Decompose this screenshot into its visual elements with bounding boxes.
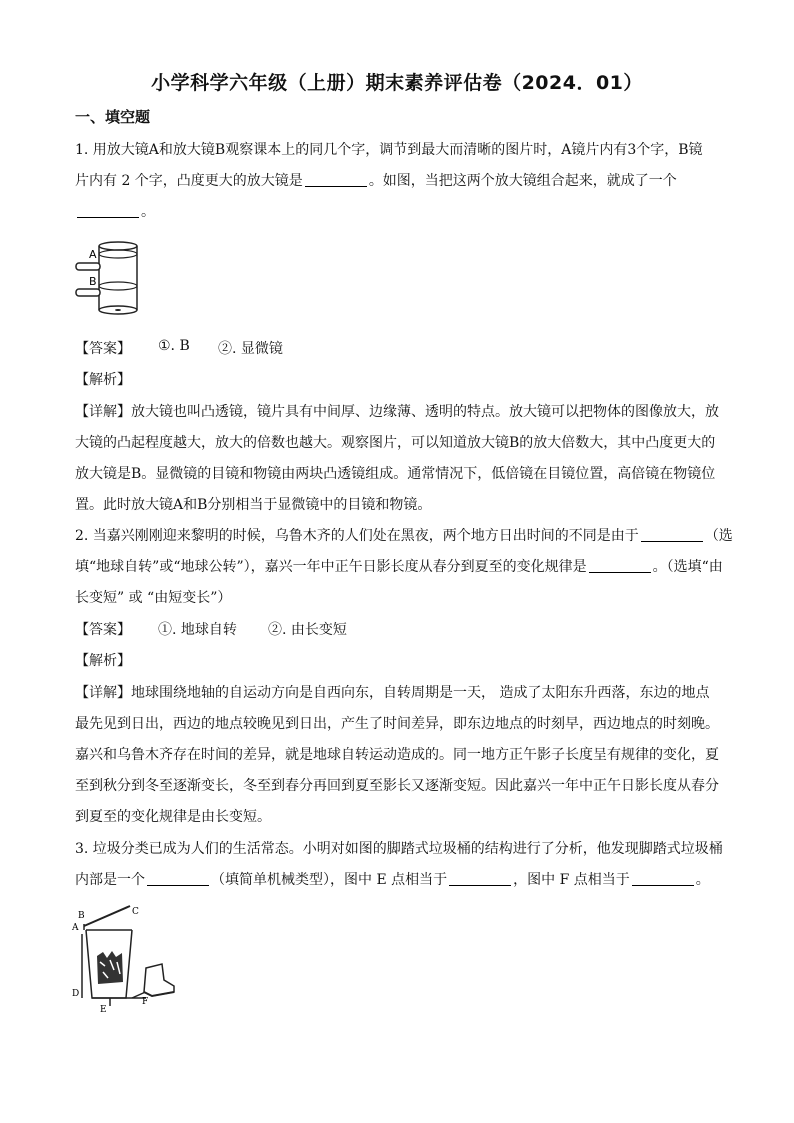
- q1-answer-1: ①. B: [158, 338, 190, 354]
- q3-line-2: [75, 865, 725, 896]
- figure-label-f: F: [142, 997, 149, 1007]
- q1-line-2: [75, 166, 725, 197]
- answer-tag: 【答案】: [75, 341, 131, 357]
- q2-answer-1: ①. 地球自转: [158, 622, 237, 638]
- q1-detail-line: 置。此时放大镜A和B分别相当于显微镜中的目镜和物镜。: [75, 497, 432, 513]
- answer-blank[interactable]: [449, 871, 511, 886]
- q2-line-1: [75, 521, 733, 552]
- analysis-tag: 【解析】: [75, 653, 131, 669]
- q1-line-1: 1. 用放大镜A和放大镜B观察课本上的同几个字，调节到最大而清晰的图片时，A镜片内有3个字，B镜: [75, 142, 703, 158]
- q2-detail-line: 【详解】地球围绕地轴的自运动方向是自西向东，自转周期是一天， 造成了太阳东升西落，东边的地点: [75, 685, 710, 701]
- q2-line-2: [75, 552, 725, 583]
- q2-text: （选: [704, 528, 733, 544]
- q1-detail-line: 【详解】放大镜也叫凸透镜，镜片具有中间厚、边缘薄、透明的特点。放大镜可以把物体的图像放大，放: [75, 404, 719, 420]
- answer-blank[interactable]: [589, 558, 651, 573]
- figure-label-d: D: [72, 989, 80, 999]
- q1-detail: [75, 397, 725, 521]
- q1-text: 片内有 2 个字，凸度更大的放大镜是: [75, 173, 303, 189]
- figure-label-a: A: [72, 923, 79, 933]
- q2-detail-line: 到夏至的变化规律是由长变短。: [75, 809, 271, 825]
- q1-text: 。: [141, 204, 155, 220]
- answer-blank[interactable]: [77, 203, 139, 218]
- q3-line-1: 3. 垃圾分类已成为人们的生活常态。小明对如图的脚踏式垃圾桶的结构进行了分析，他发现脚踏式垃圾桶: [75, 841, 723, 857]
- analysis-tag: 【解析】: [75, 372, 131, 388]
- q1-text: 。如图，当把这两个放大镜组合起来，就成了一个: [368, 173, 677, 189]
- q2-text: 。（选填“由: [652, 559, 723, 575]
- q2-detail: [75, 678, 725, 833]
- q2-text: 填“地球自转”或“地球公转”），嘉兴一年中正午日影长度从春分到夏至的变化规律是: [75, 559, 587, 575]
- question-3: [75, 834, 725, 896]
- section-heading: 一、填空题: [75, 108, 151, 126]
- q1-line-3: [75, 197, 725, 228]
- q2-answer-2: ②. 由长变短: [268, 622, 347, 638]
- figure-label-a: A: [89, 248, 97, 261]
- answer-blank[interactable]: [641, 527, 703, 542]
- q3-text: （填简单机械类型），图中 E 点相当于: [211, 872, 448, 888]
- figure-label-e: E: [100, 1005, 107, 1015]
- answer-tag: 【答案】: [75, 622, 131, 638]
- question-2: [75, 521, 733, 614]
- q2-detail-line: 至到秋分到冬至逐渐变长，冬至到春分再回到夏至影长又逐渐变短。因此嘉兴一年中正午日影长度从春分: [75, 778, 719, 794]
- q3-text: 内部是一个: [75, 872, 145, 888]
- question-1: [75, 135, 725, 228]
- figure-label-c: C: [132, 907, 139, 917]
- figure-label-b: B: [89, 275, 97, 288]
- page-title: 小学科学六年级（上册）期末素养评估卷（2024．01）: [151, 72, 643, 94]
- q2-text: 2. 当嘉兴刚刚迎来黎明的时候，乌鲁木齐的人们处在黑夜，两个地方日出时间的不同是由于: [75, 528, 639, 544]
- answer-blank[interactable]: [147, 871, 209, 886]
- q2-detail-line: 最先见到日出，西边的地点较晚见到日出，产生了时间差异，即东边地点的时刻早，西边地点的时刻晚。: [75, 716, 719, 732]
- q2-line-3: 长变短” 或 “由短变长”）: [75, 590, 232, 606]
- figure-label-b: B: [78, 911, 85, 921]
- magnifier-combination-figure: [70, 236, 150, 318]
- q3-text: ，图中 F 点相当于: [513, 872, 630, 888]
- answer-blank[interactable]: [632, 871, 694, 886]
- q3-text: 。: [695, 872, 710, 888]
- q1-answer-2: ②. 显微镜: [218, 341, 283, 357]
- pedal-trash-can-figure: [70, 900, 180, 1018]
- q1-detail-line: 放大镜是B。显微镜的目镜和物镜由两块凸透镜组成。通常情况下，低倍镜在目镜位置，高倍镜在物镜位: [75, 466, 716, 482]
- q1-detail-line: 大镜的凸起程度越大，放大的倍数也越大。观察图片，可以知道放大镜B的放大倍数大，其中凸度更大的: [75, 435, 716, 451]
- answer-blank[interactable]: [305, 172, 367, 187]
- q2-detail-line: 嘉兴和乌鲁木齐存在时间的差异，就是地球自转运动造成的。同一地方正午影子长度呈有规律的变化，夏: [75, 747, 719, 763]
